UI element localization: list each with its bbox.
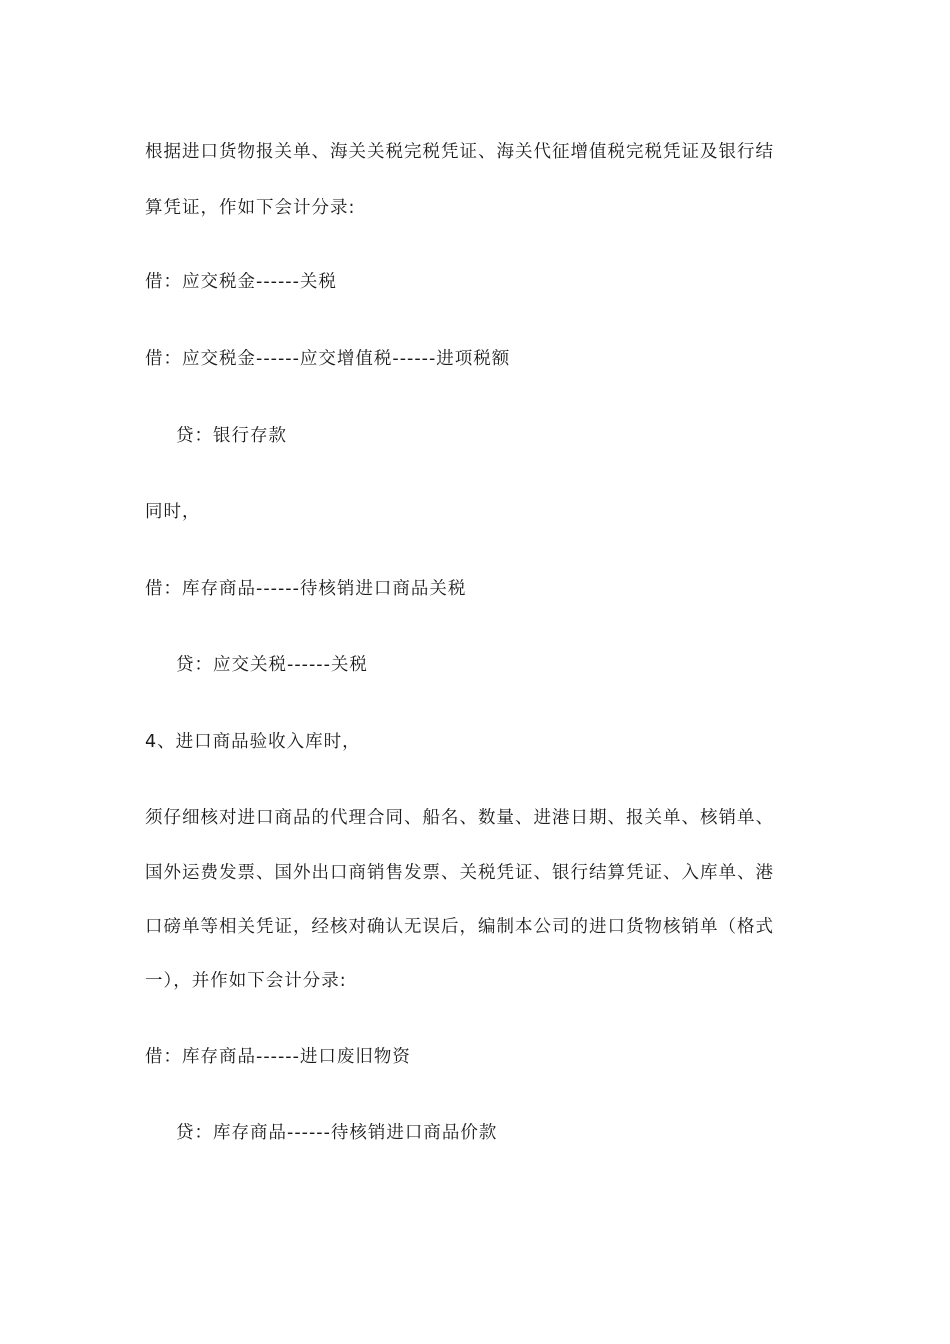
paragraph-line-1: 根据进口货物报关单、海关关税完税凭证、海关代征增值税完税凭证及银行结 xyxy=(145,142,774,162)
paragraph-line-3: 须仔细核对进口商品的代理合同、船名、数量、进港日期、报关单、核销单、 xyxy=(145,808,774,828)
paragraph-simultaneously: 同时， xyxy=(145,502,201,522)
section-heading-4: 4、进口商品验收入库时， xyxy=(145,732,361,752)
journal-entry-credit-inventory: 贷：库存商品------待核销进口商品价款 xyxy=(176,1123,498,1143)
journal-entry-debit-tariff: 借：应交税金------关税 xyxy=(145,272,337,292)
journal-entry-credit-tariff: 贷：应交关税------关税 xyxy=(176,655,368,675)
journal-entry-debit-vat: 借：应交税金------应交增值税------进项税额 xyxy=(145,349,511,369)
paragraph-line-4: 国外运费发票、国外出口商销售发票、关税凭证、银行结算凭证、入库单、港 xyxy=(145,863,774,883)
journal-entry-credit-bank: 贷：银行存款 xyxy=(176,426,287,446)
paragraph-line-6: 一），并作如下会计分录: xyxy=(145,971,347,991)
journal-entry-debit-scrap: 借：库存商品------进口废旧物资 xyxy=(145,1047,411,1067)
journal-entry-debit-inventory-tariff: 借：库存商品------待核销进口商品关税 xyxy=(145,579,467,599)
paragraph-line-5: 口磅单等相关凭证，经核对确认无误后，编制本公司的进口货物核销单（格式 xyxy=(145,917,774,937)
paragraph-line-2: 算凭证，作如下会计分录: xyxy=(145,198,356,218)
